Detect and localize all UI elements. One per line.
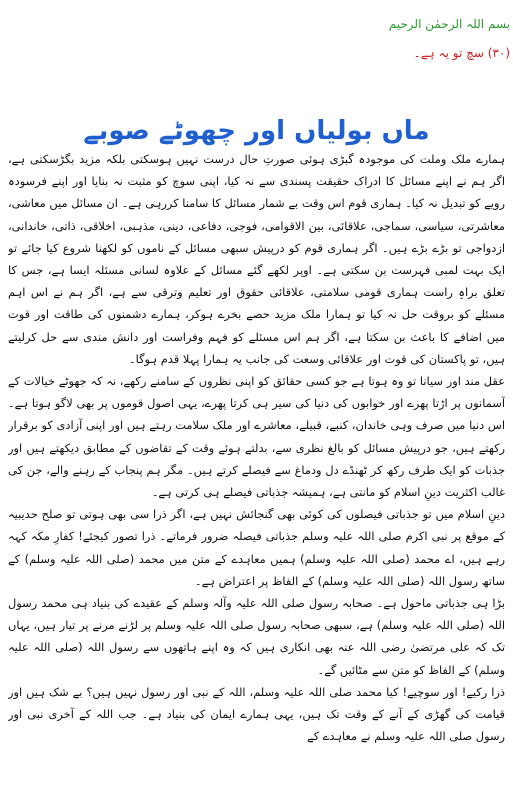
article-title: ماں بولیاں اور چھوٹے صوبے [83,116,430,147]
series-tagline: (۳۰) سچ تو یہ ہے۔ [413,46,510,60]
paragraph: بڑا ہی جذباتی ماحول ہے۔ صحابہ رسول صلی اللہ علیہ وآلہ وسلم کے عقیدے کی بنیاد ہی محمد رسول اللہ (صلی اللہ علیہ وسلم) ہے، سبھی صحابہ رسول صلی اللہ علیہ وسلم پر لڑنے مرنے پر تیار ہیں، یہاں تک کہ علی مرتضیٰ رضی اللہ عنہ بھی انکاری ہیں کہ وہ اپنے ہاتھوں سے رسول اللہ (صلی اللہ علیہ وسلم) کے الفاظ کو متن سے مٹائیں گے۔ [8,596,505,677]
article-body [8,148,505,808]
paragraph: ہمارے ملک وملت کی موجودہ گبڑی ہوئی صورتِ حال درست نہیں ہوسکتی بلکہ مزید بگڑسکتی ہے، اگر ہم نے اپنے مسائل کا ادراک حقیقت پسندی سے نہ کیا، اپنی سوچ کو مثبت نہ بنایا اور اپنے فرسودہ رویے کو تبدیل نہ کیا۔ ہماری قوم اس وقت بے شمار مسائل کا سامنا کررہی ہے۔ ان مسائل میں معاشی، معاشرتی، سیاسی، سماجی، علاقائی، بین الاقوامی، فوجی، دفاعی، دینی، مذہبی، اخلاقی، ذاتی، خاندانی، ازدواجی تو بڑے بڑے ہیں۔ اگر ہماری قوم کو درپیش سبھی مسائل کے ناموں کو لکھنا شروع کیا جائے تو ایک بہت لمبی فہرست بن سکتی ہے۔ اوپر لکھے گئے مسائل کے علاوہ لسانی مسئلہ ایسا ہے، جس کا تعلق براہِ راست ہماری قومی سلامتی، علاقائی حقوق اور تعلیم وترقی سے ہے، اگر ہم نے اس اہم مسئلے کو بروقت حل نہ کیا تو ہمارا ملک مزید حصے بخرے ہوکر، ہمارے دشمنوں کی طاقت اور قوت میں اضافے کا باعث بن سکتا ہے، اگر ہم اس مسئلے کو فہم وفراست اور دانش مندی سے حل کرلیتے ہیں، تو پاکستان کی قوت اور علاقائی وسعت کی جانب یہ ہمارا پہلا قدم ہوگا۔ [8,152,505,366]
paragraph: عقل مند اور سیانا تو وہ ہوتا ہے جو کسی حقائق کو اپنی نظروں کے سامنے رکھے، نہ کہ جھوٹے خیالات کے آسمانوں پر اڑتا پھرے اور خوابوں کی دنیا کی سیر ہی کرتا پھرے، یہی اصول قوموں پر بھی لاگو ہوتا ہے۔ اس دنیا میں صرف وہی خاندان، کنبے، قبیلے، معاشرے اور ملک سلامت رہتے ہیں اور اپنی آزادی کو برقرار رکھتے ہیں، جو درپیش مسائل کو بالغ نظری سے، بدلتے ہوئے وقت کے تقاضوں کے مطابق دیکھتے ہیں اور جذبات کو ایک طرف رکھ کر ٹھنڈے دل ودماغ سے فیصلے کرتے ہیں۔ مگر ہم پنجاب کے رہنے والے، جن کی غالب اکثریت دینِ اسلام کو مانتی ہے، ہمیشہ جذباتی فیصلے ہی کرتی ہے۔ [8,374,505,500]
paragraph: ذرا رکیے! اور سوچیے! کیا محمد صلی اللہ علیہ وسلم، اللہ کے نبی اور رسول نہیں ہیں؟ بے شک ہیں اور قیامت کی گھڑی کے آنے کے وقت تک ہیں، یہی ہمارے ایمان کی بنیاد ہے۔ جب اللہ کے آخری نبی اور رسول صلی اللہ علیہ وسلم نے معاہدے کے [8,684,505,744]
paragraph: دینِ اسلام میں تو جذباتی فیصلوں کی کوئی بھی گنجائش نہیں ہے، اگر ذرا سی بھی ہوتی تو صلح حدیبیہ کے موقع پر نبی اکرم صلی اللہ علیہ وسلم جذباتی فیصلہ ضرور فرماتے۔ ذرا تصور کیجئے! کفارِ مکہ کہہ رہے ہیں، اے محمد (صلی اللہ علیہ وسلم) ہمیں معاہدے کے متن میں محمد (صلی اللہ علیہ وسلم) کے ساتھ رسول اللہ (صلی اللہ علیہ وسلم) کے الفاظ پر اعتراض ہے۔ [8,507,505,588]
bismillah-heading: بسم اللہ الرحمٰن الرحیم [388,17,510,31]
